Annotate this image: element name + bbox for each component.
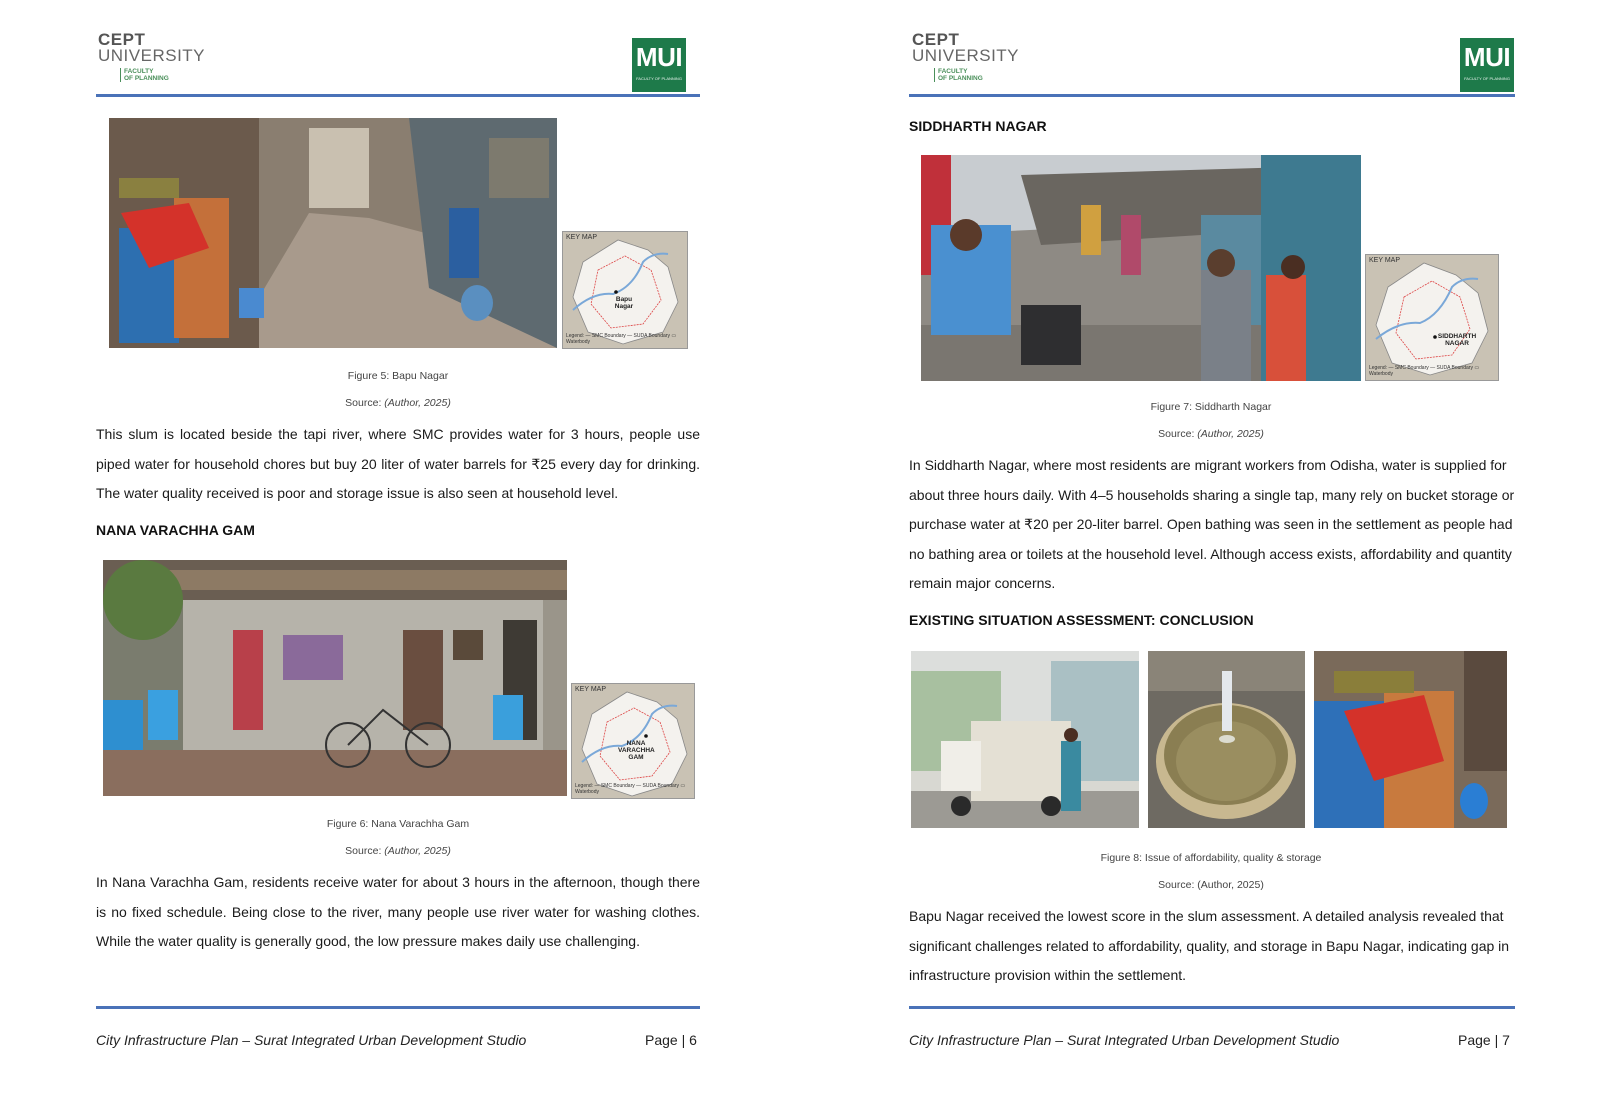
footer-rule [96, 1006, 700, 1009]
water-bucket-photo [1148, 651, 1305, 828]
mui-logo: MUI FACULTY OF PLANNING [632, 38, 686, 92]
storage-barrel-photo [1314, 651, 1507, 828]
figure-8-source: Source: (Author, 2025) [1158, 879, 1264, 891]
key-map-siddharth-nagar: KEY MAP SIDDHARTH NAGAR Legend: — SMC Boundary — SUDA Boundary ▭ Waterbody [1365, 254, 1499, 381]
siddharth-nagar-paragraph: In Siddharth Nagar, where most residents are migrant workers from Odisha, water is supplied for about three hours daily. With 4–5 households sharing a single tap, many rely on bucket storage or purchase water at ₹20 per 20-liter barrel. Open bathing was seen in the settlement as people had no bathing area or toilets at the household level. Although access exists, affordability and quantity remain major concerns. [909, 457, 1515, 591]
page-7 [800, 0, 1600, 1120]
page-number: Page | 7 [1458, 1032, 1510, 1048]
figure-6-source: Source: (Author, 2025) [345, 845, 451, 857]
mui-logo: MUI FACULTY OF PLANNING [1460, 38, 1514, 92]
header-rule [96, 94, 700, 97]
conclusion-heading: EXISTING SITUATION ASSESSMENT: CONCLUSION [909, 612, 1254, 628]
bapu-nagar-photo [109, 118, 557, 348]
page-number: Page | 6 [645, 1032, 697, 1048]
key-map-nana-varachha: KEY MAP NANA VARACHHA GAM Legend: — SMC Boundary — SUDA Boundary ▭ Waterbody [571, 683, 695, 799]
conclusion-paragraph: Bapu Nagar received the lowest score in the slum assessment. A detailed analysis revealed that significant challenges related to affordability, quality, and storage in Bapu Nagar, indicating gap in infrastructure provision within the settlement. [909, 908, 1510, 983]
bapu-nagar-paragraph: This slum is located beside the tapi river, where SMC provides water for 3 hours, people use piped water for household chores but buy 20 liter of water barrels for ₹25 every day for drinking. The water quality received is poor and storage issue is also seen at household level. [96, 426, 700, 501]
cept-university-logo: CEPT UNIVERSITY FACULTY OF PLANNING [98, 30, 206, 82]
footer-title: City Infrastructure Plan – Surat Integrated Urban Development Studio [909, 1032, 1340, 1048]
figure-7-source: Source: (Author, 2025) [1158, 428, 1264, 440]
key-map-bapu-nagar: KEY MAP Bapu Nagar Legend: — SMC Boundary — SUDA Boundary ▭ Waterbody [562, 231, 688, 349]
nana-varachha-paragraph: In Nana Varachha Gam, residents receive water for about 3 hours in the afternoon, though there is no fixed schedule. Being close to the river, many people use river water for washing clothes. While the water quality is generally good, the low pressure makes daily use challenging. [96, 874, 700, 949]
nana-varachha-heading: NANA VARACHHA GAM [96, 522, 255, 538]
nana-varachha-photo [103, 560, 567, 796]
figure-5-caption: Figure 5: Bapu Nagar [347, 370, 449, 382]
figure-8-caption: Figure 8: Issue of affordability, quality & storage [1100, 852, 1322, 864]
siddharth-nagar-heading: SIDDHARTH NAGAR [909, 118, 1047, 134]
water-truck-photo [911, 651, 1139, 828]
figure-5-source: Source: (Author, 2025) [345, 397, 451, 409]
siddharth-nagar-photo [921, 155, 1361, 381]
figure-6-caption: Figure 6: Nana Varachha Gam [326, 818, 470, 830]
footer-rule [909, 1006, 1515, 1009]
footer-title: City Infrastructure Plan – Surat Integrated Urban Development Studio [96, 1032, 527, 1048]
header-rule [909, 94, 1515, 97]
cept-university-logo: CEPT UNIVERSITY FACULTY OF PLANNING [912, 30, 1020, 82]
figure-7-caption: Figure 7: Siddharth Nagar [1150, 401, 1272, 413]
